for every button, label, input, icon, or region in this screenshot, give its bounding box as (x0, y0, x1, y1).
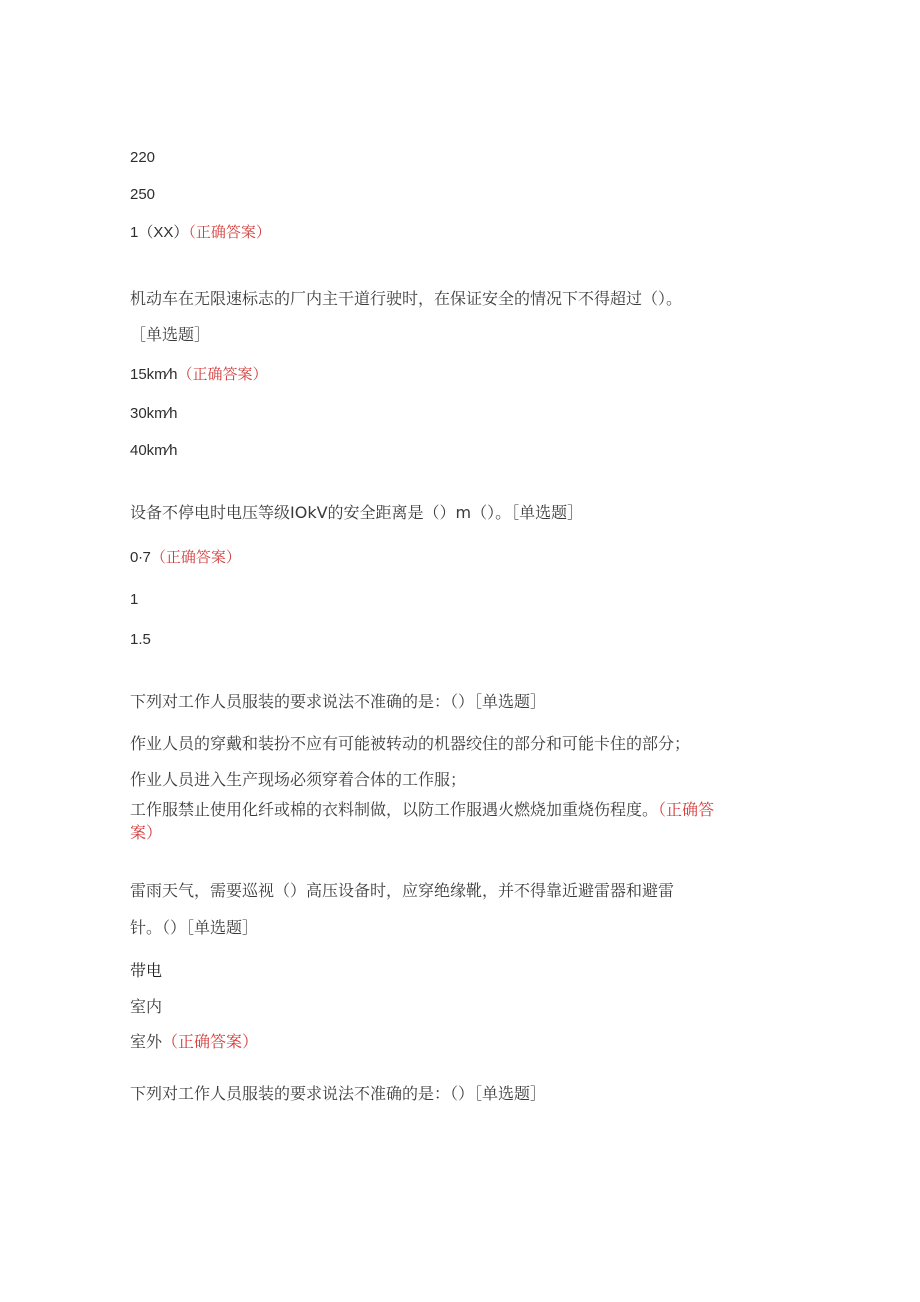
question-2-text (130, 502, 583, 524)
option-text: 室外 (130, 1032, 163, 1051)
question-3-text (130, 691, 546, 713)
question-1-type (130, 324, 210, 346)
option-text: 工作服禁止使用化纤或棉的衣料制做，以防工作服遇火燃烧加重烧伤程度。 (130, 800, 659, 819)
question-text: 针。（）［单选题］ (130, 918, 259, 937)
option-q0-correct (130, 222, 271, 244)
correct-answer-marker: （正确答案） (177, 366, 268, 383)
question-type-label: ［单选题］ (130, 325, 211, 344)
option-text: 作业人员进入生产现场必须穿着合体的工作服； (130, 770, 467, 789)
question-text: 下列对工作人员服装的要求说法不准确的是：（）［单选题］ (130, 1084, 547, 1103)
option-q1-15kmh (130, 364, 268, 386)
option-text: 30km∕h (130, 405, 178, 422)
option-q0-250 (130, 184, 155, 206)
option-q4-live (130, 960, 162, 982)
question-text: 机动车在无限速标志的厂内主干道行驶时，在保证安全的情况下不得超过（）。 (130, 289, 683, 308)
option-q2-1 (130, 589, 138, 611)
option-text: 15km∕h (130, 366, 178, 383)
question-text: 下列对工作人员服装的要求说法不准确的是：（）［单选题］ (130, 692, 547, 711)
question-5-text (130, 1083, 546, 1105)
option-q2-0-7 (130, 547, 241, 569)
option-q3-c (130, 799, 714, 821)
option-q3-a (130, 733, 690, 755)
option-text: 0∙7 (130, 549, 151, 566)
option-text: 1 (130, 591, 139, 608)
question-4-text-continued (130, 917, 258, 939)
option-q2-1-5 (130, 629, 151, 651)
option-q0-220 (130, 147, 155, 169)
question-1-text (130, 288, 682, 310)
option-q4-indoor (130, 996, 162, 1018)
option-q1-30kmh (130, 403, 178, 425)
option-q3-c-continued (130, 822, 162, 844)
option-text: 作业人员的穿戴和装扮不应有可能被转动的机器绞住的部分和可能卡住的部分； (130, 734, 691, 753)
option-q4-outdoor (130, 1031, 258, 1053)
correct-answer-marker: （正确答案） (150, 549, 241, 566)
option-text: 室内 (130, 997, 163, 1016)
correct-answer-marker: （正确答 (658, 800, 715, 819)
option-text: 带电 (130, 961, 163, 980)
correct-answer-marker: （正确答案） (188, 224, 271, 241)
question-text: 雷雨天气，需要巡视（）高压设备时，应穿绝缘靴，并不得靠近避雷器和避雷 (130, 881, 675, 900)
option-text: 1.5 (130, 631, 151, 648)
correct-answer-marker: （正确答案） (162, 1032, 259, 1051)
correct-answer-marker: 案） (130, 823, 163, 842)
question-4-text (130, 880, 674, 902)
option-text: 250 (130, 186, 156, 203)
option-text: 220 (130, 149, 156, 166)
option-q3-b (130, 769, 466, 791)
question-text: 设备不停电时电压等级IOkV的安全距离是（）m（）。［单选题］ (130, 503, 584, 522)
option-text: 40km∕h (130, 442, 178, 459)
option-text: 1（XX） (130, 224, 189, 241)
option-q1-40kmh (130, 440, 178, 462)
